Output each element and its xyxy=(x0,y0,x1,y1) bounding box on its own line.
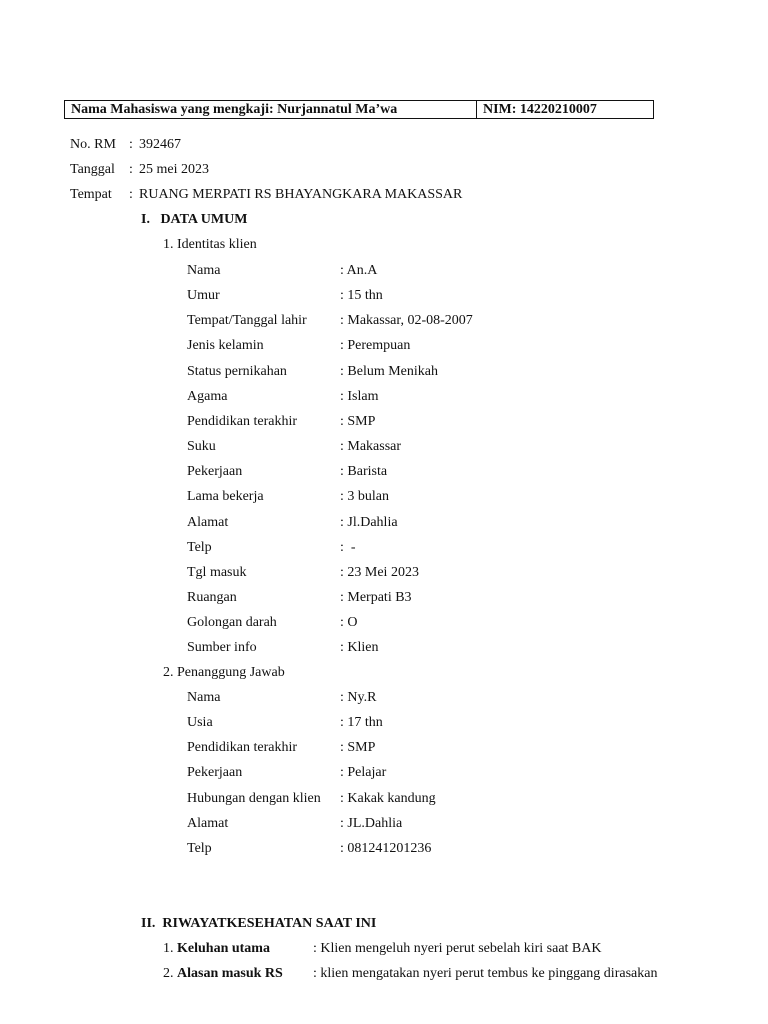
alasan-value: : klien mengatakan nyeri perut tembus ke pinggang dirasakan xyxy=(313,966,658,981)
identitas-row-label: Nama xyxy=(187,263,221,278)
penanggung-row-label: Nama xyxy=(187,690,221,705)
identitas-row-label: Suku xyxy=(187,439,216,455)
penanggung-row-value: : Pelajar xyxy=(340,765,387,781)
identitas-row-value: : Makassar xyxy=(340,439,402,455)
penanggung-row-value: : Ny.R xyxy=(340,690,377,705)
penanggung-row-label: Pekerjaan xyxy=(187,765,243,781)
date-label: Tanggal xyxy=(70,162,115,177)
identitas-row-label: Alamat xyxy=(187,514,229,530)
identitas-row-label: Status pernikahan xyxy=(187,363,287,379)
penanggung-row-label: Hubungan dengan klien xyxy=(187,790,321,806)
penanggung-row-label: Pendidikan terakhir xyxy=(187,740,298,756)
penanggung-row-label: Telp xyxy=(187,840,212,856)
keluhan-value: : Klien mengeluh nyeri perut sebelah kiri saat BAK xyxy=(313,941,602,956)
identitas-row-label: Pekerjaan xyxy=(187,464,243,480)
identitas-row-value: : Belum Menikah xyxy=(340,363,438,379)
penanggung-row-value: : SMP xyxy=(340,740,376,756)
identitas-row-value: : Merpati B3 xyxy=(340,589,412,605)
identitas-row-label: Ruangan xyxy=(187,589,237,605)
identitas-row-value: : Makassar, 02-08-2007 xyxy=(340,313,473,329)
penanggung-row-value: : JL.Dahlia xyxy=(340,815,403,831)
identitas-row-label: Telp xyxy=(187,539,212,555)
date-value: 25 mei 2023 xyxy=(139,162,209,177)
date-colon: : xyxy=(129,162,133,177)
identitas-row-label: Tempat/Tanggal lahir xyxy=(187,313,307,329)
identitas-row-label: Agama xyxy=(187,388,228,404)
keluhan-label: Keluhan utama xyxy=(177,941,270,956)
identitas-row-value: : - xyxy=(340,539,356,555)
rm-value: 392467 xyxy=(139,137,181,152)
place-colon: : xyxy=(129,187,133,202)
keluhan-num: 1. xyxy=(163,941,174,956)
identitas-row-value: : 3 bulan xyxy=(340,489,389,505)
place-label: Tempat xyxy=(70,187,112,202)
identitas-row-value: : O xyxy=(340,615,358,631)
student-nim: NIM: 14220210007 xyxy=(483,102,597,117)
student-name: Nama Mahasiswa yang mengkaji: Nurjannatul Ma’wa xyxy=(65,101,477,118)
identitas-row-value: : 15 thn xyxy=(340,288,383,304)
rm-label: No. RM xyxy=(70,137,116,152)
identitas-row-label: Pendidikan terakhir xyxy=(187,413,298,429)
identitas-row-label: Jenis kelamin xyxy=(187,338,264,354)
header-box xyxy=(64,100,654,119)
penanggung-row-value: : 17 thn xyxy=(340,715,383,731)
penanggung-jawab-title: 2. Penanggung Jawab xyxy=(163,665,285,680)
identitas-row-value: : Klien xyxy=(340,640,379,656)
penanggung-row-label: Usia xyxy=(187,715,213,731)
identitas-row-label: Lama bekerja xyxy=(187,489,264,505)
identitas-row-label: Tgl masuk xyxy=(187,564,247,580)
identitas-row-value: : Jl.Dahlia xyxy=(340,514,398,530)
identitas-row-value: : Barista xyxy=(340,464,388,480)
penanggung-row-value: : 081241201236 xyxy=(340,840,432,856)
section-riwayat-title: II. RIWAYATKESEHATAN SAAT INI xyxy=(141,916,377,931)
identitas-row-label: Umur xyxy=(187,288,220,304)
identitas-row-label: Golongan darah xyxy=(187,615,277,631)
alasan-num: 2. xyxy=(163,966,174,981)
identitas-klien-title: 1. Identitas klien xyxy=(163,237,257,252)
section-data-umum-title: I. DATA UMUM xyxy=(141,212,248,227)
identitas-row-value: : Islam xyxy=(340,388,379,404)
identitas-row-value: : An.A xyxy=(340,263,378,278)
place-value: RUANG MERPATI RS BHAYANGKARA MAKASSAR xyxy=(139,187,463,202)
identitas-row-value: : SMP xyxy=(340,413,376,429)
identitas-row-value: : Perempuan xyxy=(340,338,411,354)
identitas-row-value: : 23 Mei 2023 xyxy=(340,564,419,580)
rm-colon: : xyxy=(129,137,133,152)
penanggung-row-value: : Kakak kandung xyxy=(340,790,436,806)
alasan-label: Alasan masuk RS xyxy=(177,966,283,981)
penanggung-row-label: Alamat xyxy=(187,815,229,831)
identitas-row-label: Sumber info xyxy=(187,640,257,656)
